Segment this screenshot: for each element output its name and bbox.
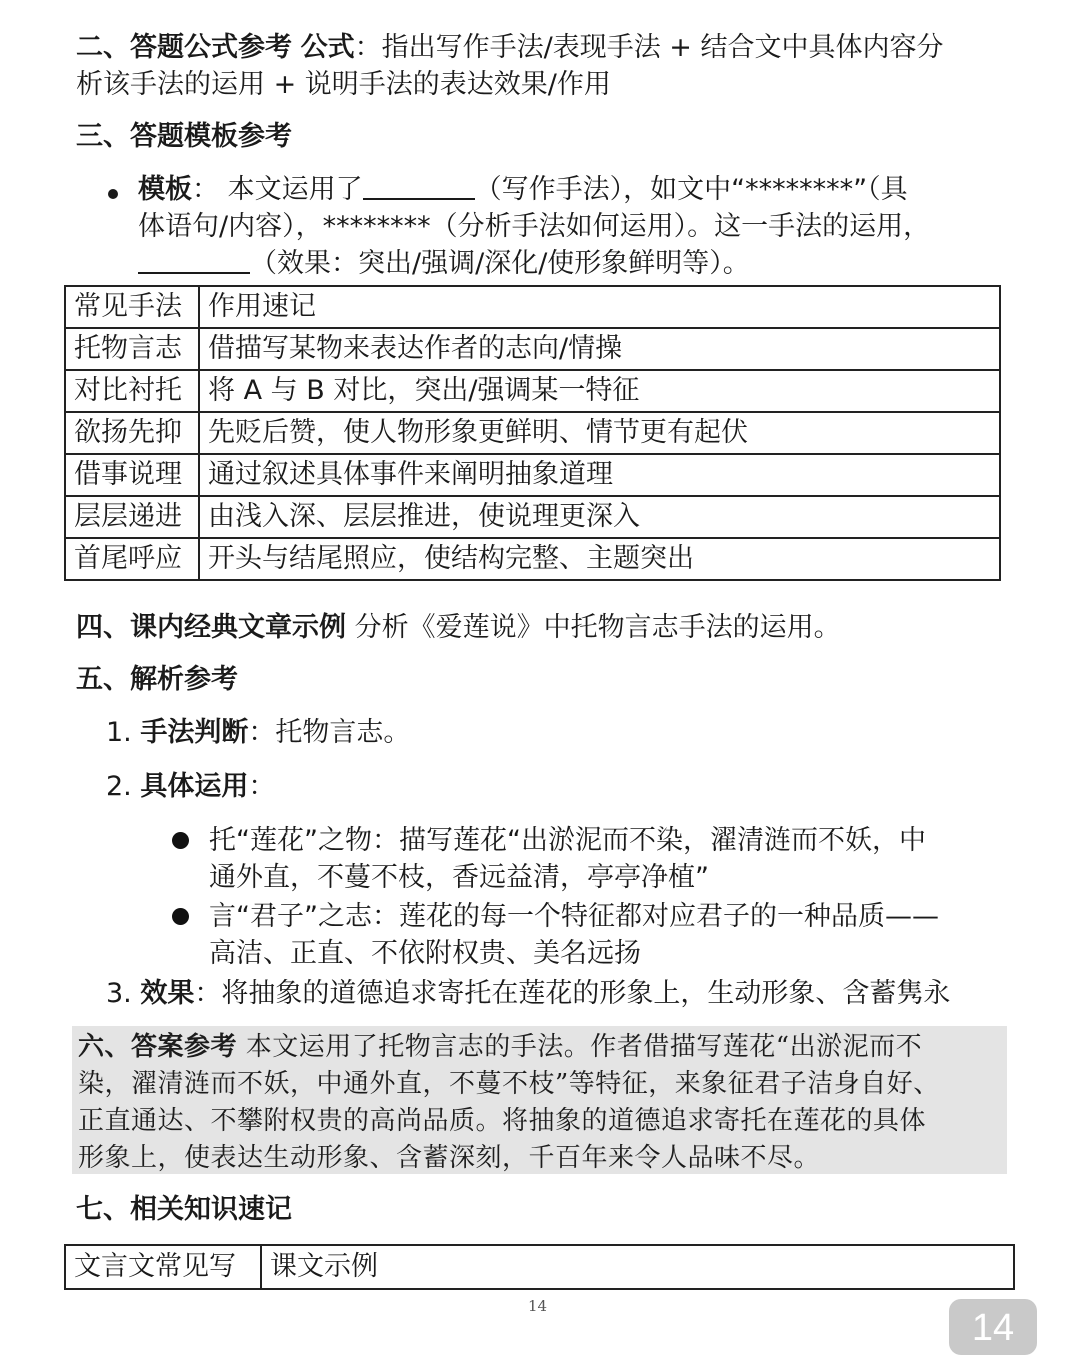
method-name-cell: 托物言志 [65,328,199,370]
section4-line [76,609,841,646]
page-number: 14 [528,1297,548,1315]
table-header-cell: 常见手法 [65,286,199,328]
method-name-cell: 对比衬托 [65,370,199,412]
section2-line2: 析该手法的运用 + 说明手法的表达效果/作用 [76,69,611,100]
method-effect-cell: 借描写某物来表达作者的志向/情操 [199,328,1000,370]
section2-heading: 二、答题公式参考 [76,32,292,63]
method-name-cell: 借事说理 [65,454,199,496]
section3-template-line3 [138,245,750,282]
bullet2-line1: 言“君子”之志：莲花的每一个特征都对应君子的一种品质—— [209,901,939,932]
table-header-cell: 文言文常见写 [65,1245,261,1289]
section6-heading: 六、答案参考 [78,1032,238,1062]
section3-heading: 三、答题模板参考 [76,121,292,152]
section2-formula-label: 公式 [300,32,355,63]
section5-item3 [106,975,950,1012]
section3-template-text-a: ： 本文运用了 [192,174,363,205]
bullet1-line1: 托“莲花”之物：描写莲花“出淤泥而不染，濯清涟而不妖，中 [209,825,926,856]
table-row [65,328,1000,370]
bullet-dot [172,908,189,925]
method-name-cell: 层层递进 [65,496,199,538]
page-indicator-badge[interactable]: 14 [949,1299,1037,1355]
item2-text: ： [248,771,276,802]
table-row [65,454,1000,496]
section3-template-text-b: （写作手法），如文中“********”（具 [474,174,908,205]
method-name-cell: 欲扬先抑 [65,412,199,454]
table-header-cell: 课文示例 [261,1245,1014,1289]
answer-line4: 形象上，使表达生动形象、含蓄深刻，千百年来令人品味不尽。 [78,1143,821,1173]
item1-text: ：托物言志。 [248,717,411,748]
method-effect-cell: 先贬后赞，使人物形象更鲜明、情节更有起伏 [199,412,1000,454]
table-row [65,496,1000,538]
bullet2-line2: 高洁、正直、不依附权贵、美名远扬 [209,938,641,969]
method-effect-cell: 由浅入深、层层推进，使说理更深入 [199,496,1000,538]
section2-line1 [76,29,943,66]
method-table [64,285,1001,581]
answer-line2: 染，濯清涟而不妖，中通外直，不蔓不枝”等特征，来象征君子洁身自好、 [78,1069,940,1099]
section3-template-text-c: （效果：突出/强调/深化/使形象鲜明等）。 [250,248,750,279]
section2-formula-text: ：指出写作手法/表现手法 + 结合文中具体内容分 [354,32,944,63]
section3-template-line2: 体语句/内容），********（分析手法如何运用）。这一手法的运用， [138,211,931,242]
item3-number: 3. [106,978,141,1009]
table-header-row [65,286,1000,328]
bullet-dot [108,189,118,199]
answer-line3: 正直通达、不攀附权贵的高尚品质。将抽象的道德追求寄托在莲花的具体 [78,1106,927,1136]
item1-label: 手法判断 [140,717,249,748]
item3-text: ：将抽象的道德追求寄托在莲花的形象上，生动形象、含蓄隽永 [194,978,951,1009]
section4-text: 分析《爱莲说》中托物言志手法的运用。 [346,612,841,643]
item1-number: 1. [106,717,141,748]
fill-blank-effect [138,246,250,274]
table-row [65,412,1000,454]
method-effect-cell: 通过叙述具体事件来阐明抽象道理 [199,454,1000,496]
method-effect-cell: 开头与结尾照应，使结构完整、主题突出 [199,538,1000,580]
section7-heading: 七、相关知识速记 [76,1194,292,1225]
section5-item1 [106,714,410,751]
section5-item2 [106,768,275,805]
item3-label: 效果 [140,978,195,1009]
method-effect-cell: 将 A 与 B 对比，突出/强调某一特征 [199,370,1000,412]
method-name-cell: 首尾呼应 [65,538,199,580]
table-row [65,538,1000,580]
table-header-cell: 作用速记 [199,286,1000,328]
table-row [65,1245,1014,1289]
answer-text-1: 本文运用了托物言志的手法。作者借描写莲花“出淤泥而不 [237,1032,923,1062]
bullet-dot [172,832,189,849]
section3-template-line1 [138,171,908,208]
section4-heading: 四、课内经典文章示例 [76,612,346,643]
section5-heading: 五、解析参考 [76,664,238,695]
fill-blank-technique [363,172,475,200]
item2-number: 2. [106,771,141,802]
table-row [65,370,1000,412]
related-knowledge-table [64,1244,1015,1290]
section3-template-label: 模板 [138,174,192,205]
bullet1-line2: 通外直，不蔓不枝，香远益清，亭亭净植” [209,862,709,893]
answer-line1 [78,1029,922,1066]
item2-label: 具体运用 [140,771,249,802]
